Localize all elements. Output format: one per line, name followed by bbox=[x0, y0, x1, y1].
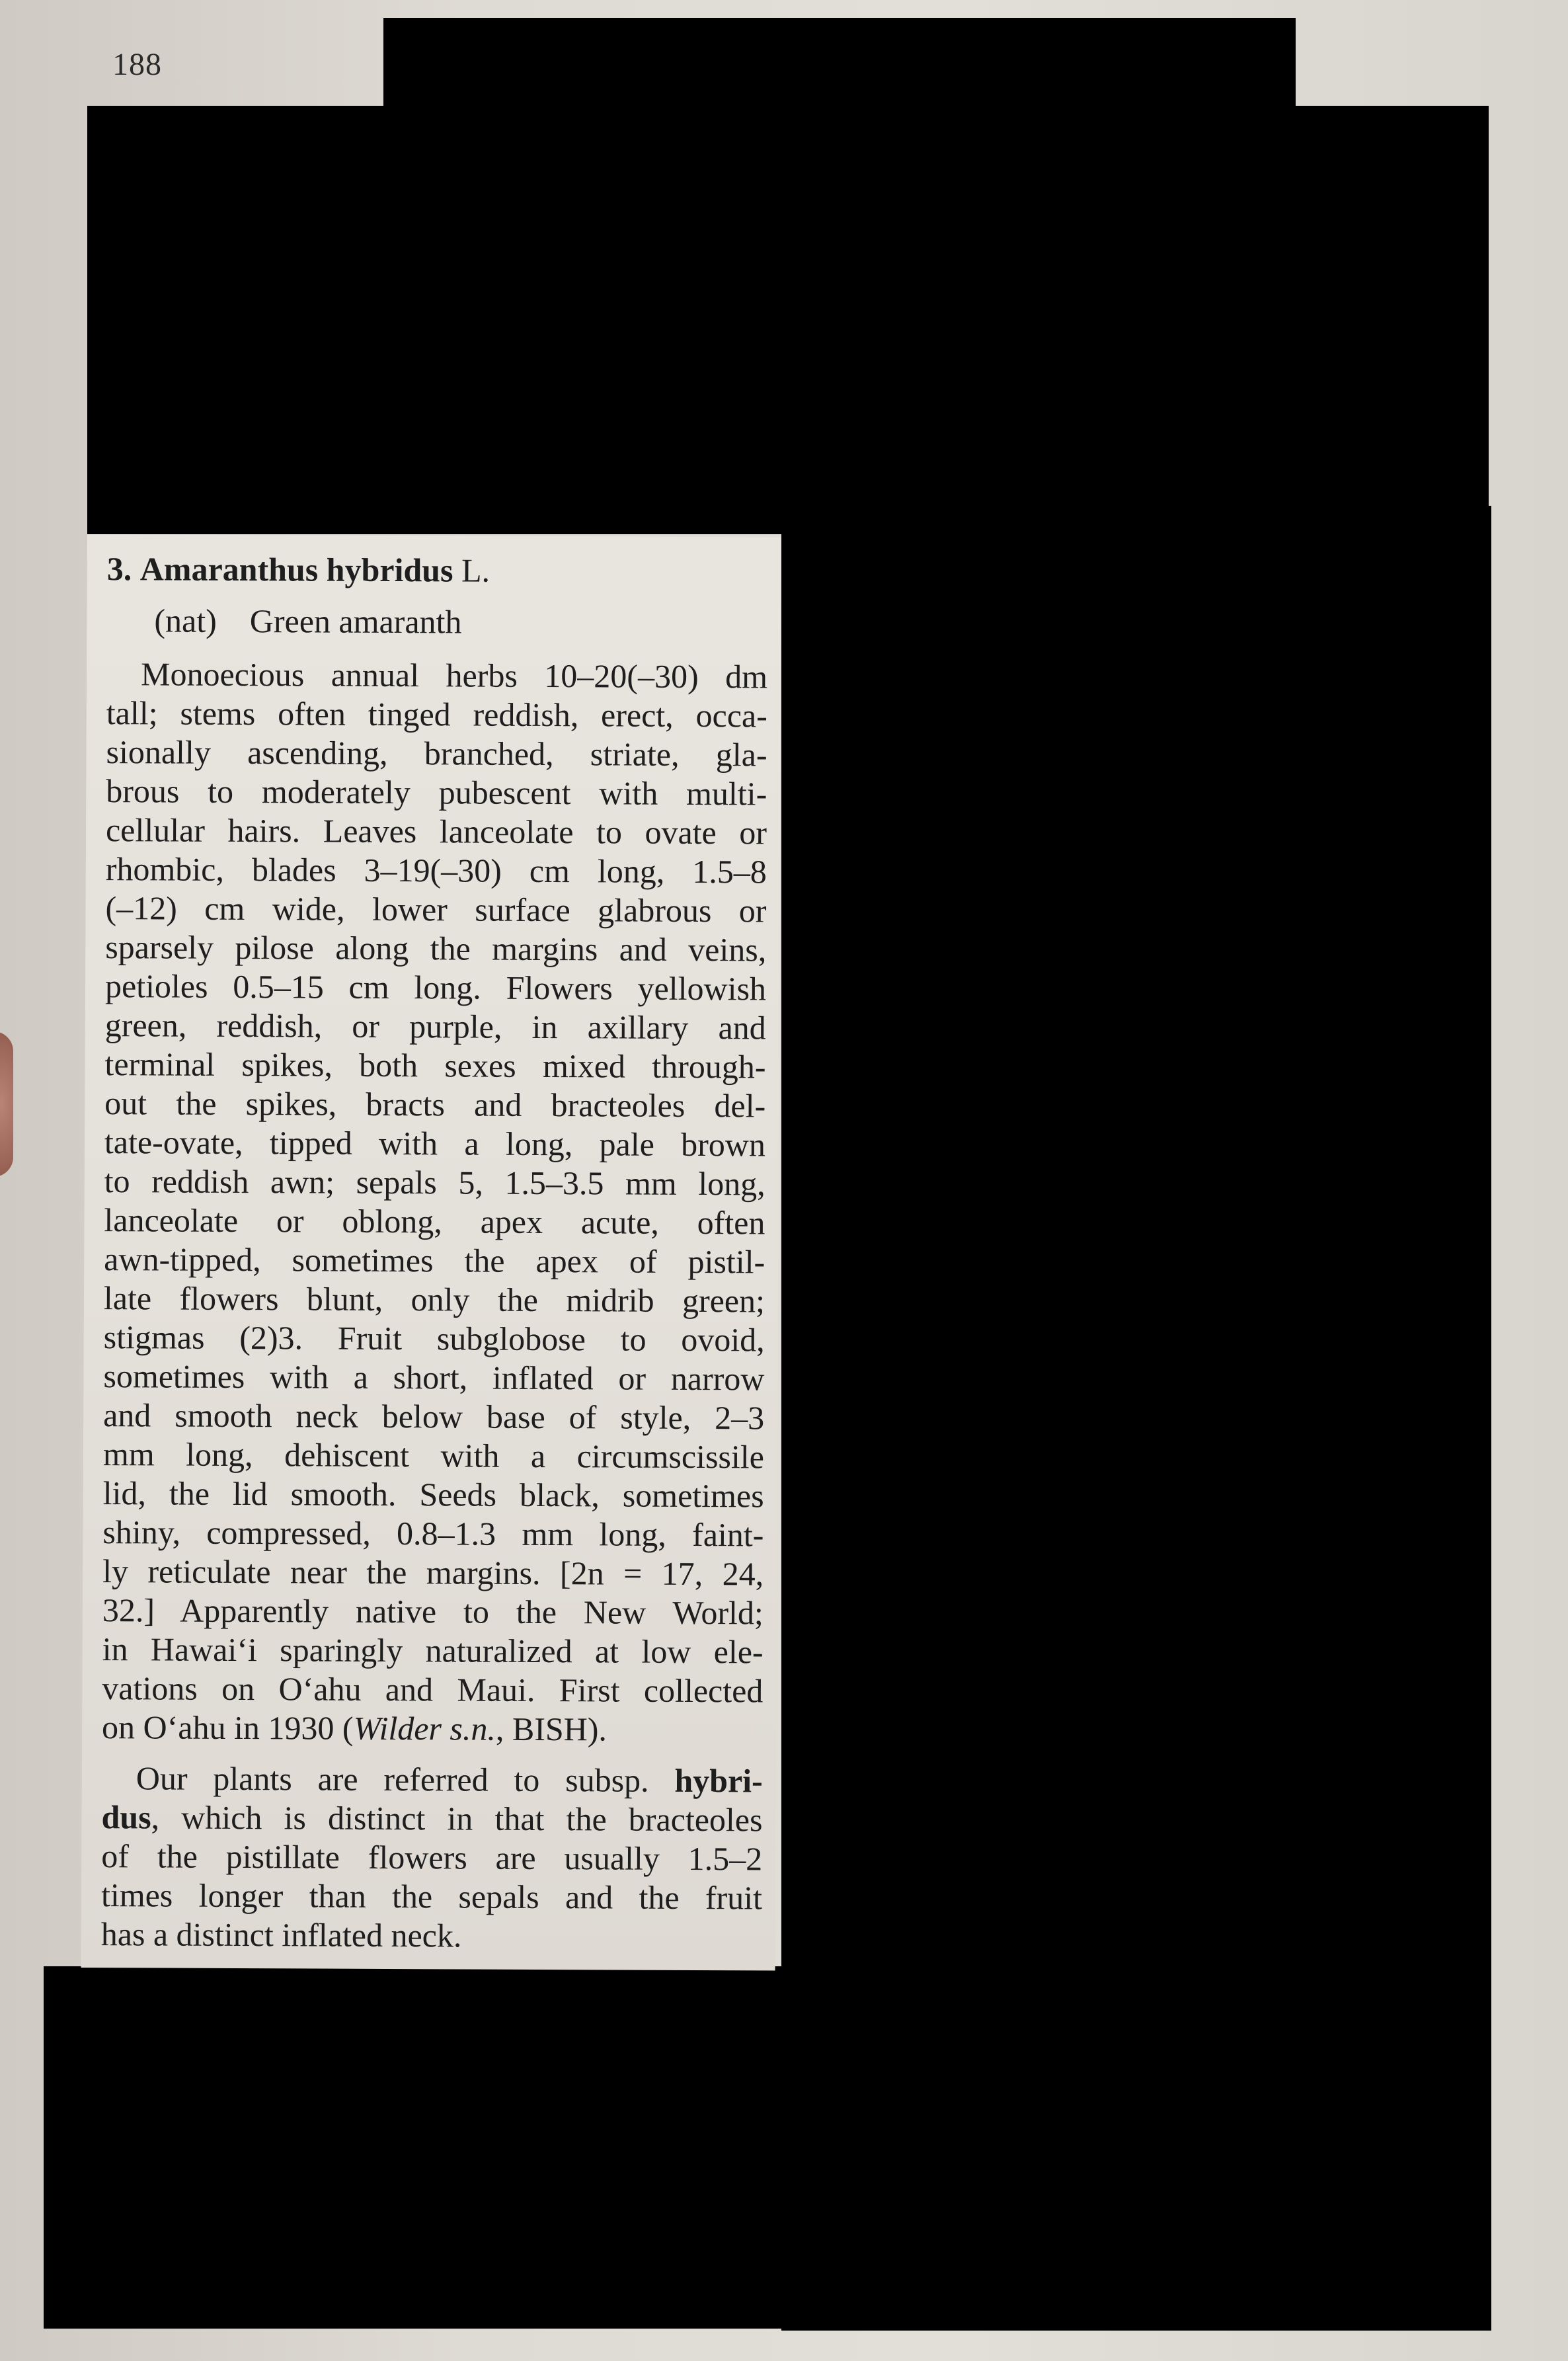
description-line: mm long, dehiscent with a circumscissile bbox=[102, 1435, 765, 1476]
description-line: sometimes with a short, inflated or narrow bbox=[103, 1357, 765, 1398]
description-line: (–12) cm wide, lower surface glabrous or bbox=[105, 889, 767, 930]
description-line: tall; stems often tinged reddish, erect, occa- bbox=[106, 694, 767, 735]
description-line: out the spikes, bracts and bracteoles del- bbox=[104, 1084, 766, 1125]
note-line: has a distinct inflated neck. bbox=[100, 1915, 462, 1954]
subspecies-name: hybri- bbox=[674, 1761, 763, 1800]
description-line: in Hawai‘i sparingly naturalized at low ele- bbox=[102, 1630, 764, 1671]
description-line: rhombic, blades 3–19(–30) cm long, 1.5–8 bbox=[105, 850, 767, 891]
description-line: terminal spikes, both sexes mixed through- bbox=[104, 1045, 766, 1086]
scientific-name: Amaranthus hybridus bbox=[139, 550, 453, 589]
author-citation: L. bbox=[461, 551, 490, 589]
redaction-right-column bbox=[781, 506, 1491, 2331]
description-line: ly reticulate near the margins. [2n = 17, 24, bbox=[102, 1552, 764, 1593]
description-line: shiny, compressed, 0.8–1.3 mm long, faint- bbox=[102, 1513, 764, 1554]
description-line: vations on O‘ahu and Maui. First collected bbox=[102, 1669, 764, 1710]
collector-citation: Wilder s.n. bbox=[353, 1709, 496, 1747]
subspecies-note bbox=[101, 1759, 763, 1956]
redaction-top-block bbox=[87, 106, 1489, 534]
description-line: awn-tipped, sometimes the apex of pistil- bbox=[104, 1240, 765, 1281]
note-line bbox=[102, 1759, 763, 1800]
collection-text: on O‘ahu in 1930 ( bbox=[102, 1708, 354, 1747]
note-line bbox=[101, 1798, 762, 1839]
note-text: , which is distinct in that the bracteoles bbox=[151, 1798, 763, 1839]
description-line: cellular hairs. Leaves lanceolate to ovate or bbox=[105, 811, 767, 852]
redaction-top-strip bbox=[383, 18, 1296, 107]
status-line bbox=[154, 599, 767, 644]
species-heading bbox=[107, 547, 768, 592]
entry-number: 3. bbox=[106, 550, 132, 588]
description-line: sparsely pilose along the margins and veins, bbox=[105, 928, 767, 969]
description-line: stigmas (2)3. Fruit subglobose to ovoid, bbox=[103, 1318, 765, 1359]
description-line: to reddish awn; sepals 5, 1.5–3.5 mm long, bbox=[104, 1162, 765, 1203]
description-line: and smooth neck below base of style, 2–3 bbox=[103, 1396, 765, 1437]
description-line: green, reddish, or purple, in axillary and bbox=[104, 1006, 766, 1047]
description-final-line bbox=[102, 1708, 763, 1749]
description-line: lid, the lid smooth. Seeds black, sometimes bbox=[102, 1474, 764, 1515]
description-line: brous to moderately pubescent with multi- bbox=[106, 772, 767, 813]
finger-thumb bbox=[0, 1031, 13, 1177]
herbarium-text: , BISH). bbox=[495, 1710, 608, 1748]
common-name: Green amaranth bbox=[249, 602, 462, 641]
nativity-status: (nat) bbox=[154, 602, 217, 639]
species-entry-panel bbox=[81, 534, 781, 1971]
note-line: of the pistillate flowers are usually 1.5–2 bbox=[101, 1837, 763, 1878]
description-line: late flowers blunt, only the midrib green; bbox=[103, 1279, 765, 1320]
description-line: Monoecious annual herbs 10–20(–30) dm bbox=[140, 655, 768, 696]
redaction-bottom-left bbox=[44, 1966, 791, 2329]
description-line: 32.] Apparently native to the New World; bbox=[102, 1591, 764, 1632]
subspecies-name-end: dus bbox=[101, 1798, 151, 1836]
species-description bbox=[102, 655, 767, 1749]
page-number: 188 bbox=[112, 47, 162, 82]
note-line: times longer than the sepals and the fruit bbox=[100, 1876, 763, 1917]
note-text: Our plants are referred to subsp. bbox=[136, 1759, 675, 1799]
description-line: tate-ovate, tipped with a long, pale brown bbox=[104, 1123, 766, 1164]
species-entry bbox=[101, 547, 768, 1956]
description-line: sionally ascending, branched, striate, gla- bbox=[106, 733, 767, 774]
description-line: petioles 0.5–15 cm long. Flowers yellowish bbox=[104, 967, 767, 1008]
description-line: lanceolate or oblong, apex acute, often bbox=[104, 1201, 765, 1242]
